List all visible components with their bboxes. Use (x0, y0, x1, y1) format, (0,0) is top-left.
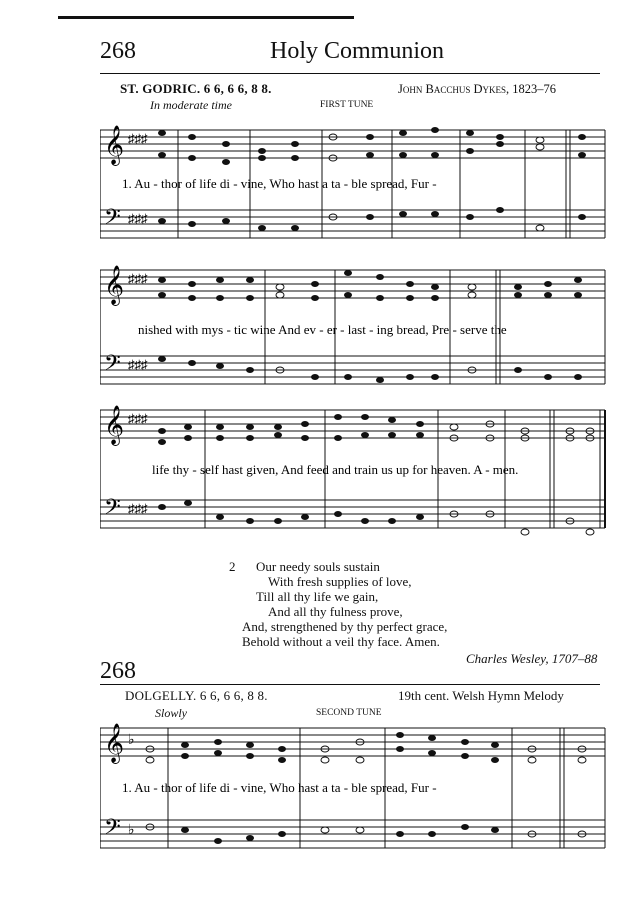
bass-staff (100, 210, 605, 238)
tune1-lyrics-line-1: 1. Au - thor of life di - vine, Who hast a ta - ble spread, Fur - (122, 176, 437, 191)
tune1-label: FIRST TUNE (320, 100, 374, 110)
bass-notes (158, 207, 586, 231)
page-title: Holy Communion (270, 38, 445, 64)
key-signature-bass: ♯♯♯ (128, 211, 148, 226)
svg-text:♭: ♭ (128, 733, 135, 748)
tune1-lyrics-line-3: life thy - self hast given, And feed and train us up for heaven. A - men. (152, 462, 519, 477)
tune1-system-1 (100, 115, 610, 270)
tune2-source: 19th cent. Welsh Hymn Melody (398, 688, 564, 703)
verse2-line-3: Till all thy life we gain, (256, 589, 379, 604)
verse2-line-6: Behold without a veil thy face. Amen. (242, 634, 440, 649)
key-signature-treble: ♯♯♯ (128, 131, 148, 146)
tune1-composer: John Bacchus Dykes, 1823–76 (398, 82, 556, 96)
page-number: 268 (100, 38, 136, 64)
verse2-line-2: With fresh supplies of love, (268, 574, 412, 589)
verse2-line-5: And, strengthened by thy perfect grace, (242, 619, 448, 634)
tune2-name: DOLGELLY. 6 6, 6 6, 8 8. (125, 688, 268, 703)
tune1-system-3 (100, 402, 610, 552)
tune2-rule (100, 684, 600, 685)
title-rule (100, 73, 600, 74)
verse2-line-1: Our needy souls sustain (256, 559, 380, 574)
svg-text:♯♯♯: ♯♯♯ (128, 411, 148, 426)
verse2-attribution: Charles Wesley, 1707–88 (466, 651, 598, 666)
svg-text:♭: ♭ (128, 823, 135, 838)
svg-text:♯♯♯: ♯♯♯ (128, 357, 148, 372)
svg-text:𝄢: 𝄢 (104, 815, 121, 844)
tune2-label: SECOND TUNE (316, 708, 382, 718)
tune1-name: ST. GODRIC. 6 6, 6 6, 8 8. (120, 81, 272, 96)
treble-notes (158, 127, 586, 165)
treble-staff (100, 130, 605, 158)
tune1-lyrics-line-2: nished with mys - tic wine And ev - er - last - ing bread, Pre - serve the (138, 322, 507, 337)
svg-text:𝄢: 𝄢 (104, 495, 121, 524)
tune2-tempo: Slowly (155, 706, 187, 720)
tune1-tempo: In moderate time (150, 98, 232, 112)
bass-clef-icon: 𝄢 (104, 205, 121, 234)
tune2-hymn-number: 268 (100, 658, 136, 684)
verse2-line-4: And all thy fulness prove, (268, 604, 403, 619)
svg-text:♯♯♯: ♯♯♯ (128, 501, 148, 516)
top-rule (58, 16, 354, 19)
svg-text:𝄞: 𝄞 (104, 407, 125, 444)
tune2-system-1 (100, 720, 610, 880)
verse2-number: 2 (229, 559, 236, 574)
treble-clef-icon: 𝄞 (104, 127, 125, 164)
svg-text:𝄞: 𝄞 (104, 725, 125, 762)
svg-text:𝄢: 𝄢 (104, 351, 121, 380)
tune1-system-2 (100, 262, 610, 412)
svg-text:𝄞: 𝄞 (104, 267, 125, 304)
svg-text:♯♯♯: ♯♯♯ (128, 271, 148, 286)
tune2-lyrics-line-1: 1. Au - thor of life di - vine, Who hast a ta - ble spread, Fur - (122, 780, 437, 795)
